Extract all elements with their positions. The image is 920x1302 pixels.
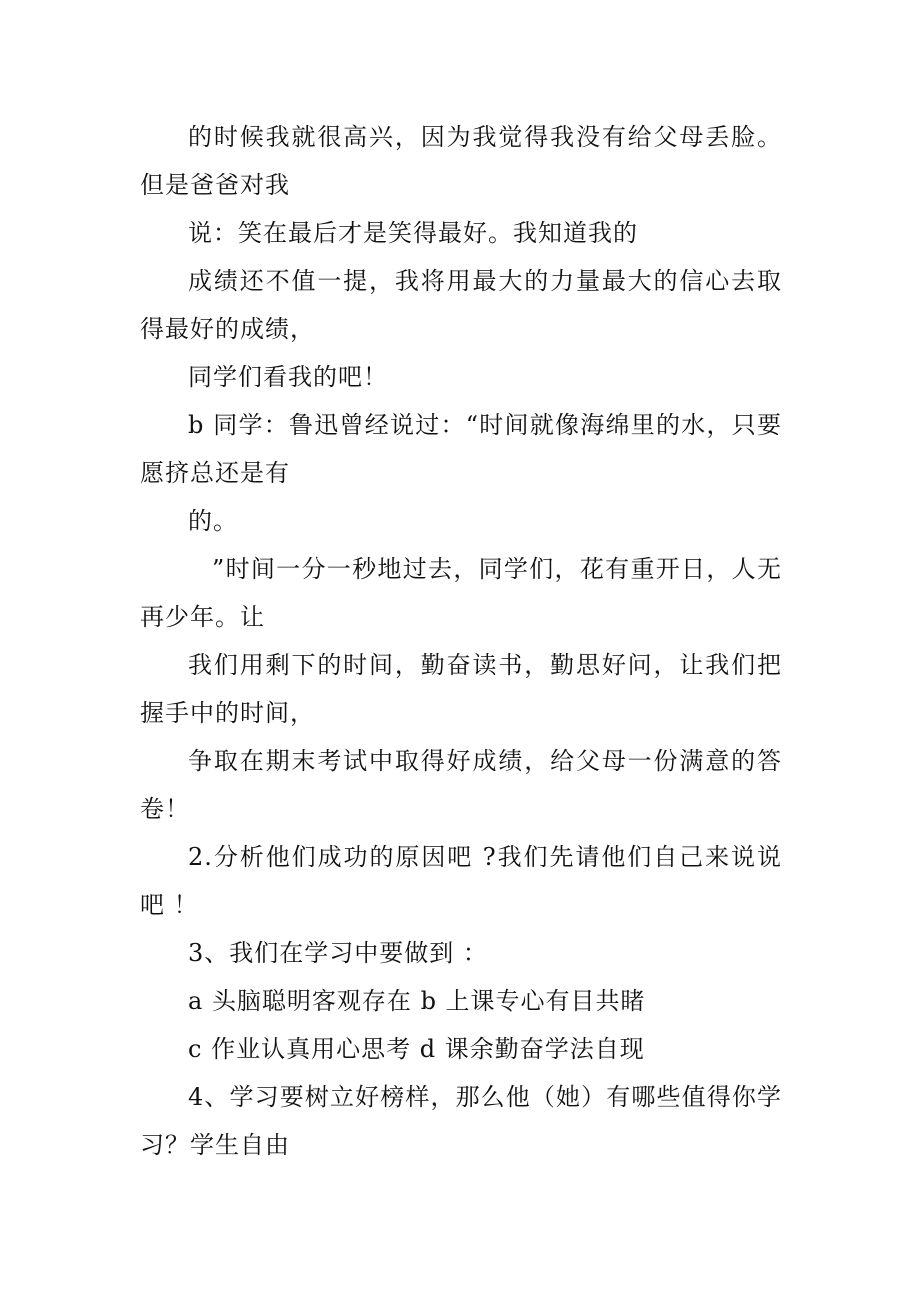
paragraph-7: ”时间一分一秒地过去，同学们，花有重开日，人无再少年。让	[140, 555, 782, 631]
paragraph-14: 4、学习要树立好榜样，那么他（她）有哪些值得你学习？学生自由	[140, 1083, 782, 1159]
paragraph-10: 2.分析他们成功的原因吧 ?我们先请他们自己来说说吧 ！	[140, 843, 782, 919]
paragraph-6: 的。	[188, 507, 238, 535]
paragraph-1: 的时候我就很高兴，因为我觉得我没有给父母丢脸。但是爸爸对我	[140, 123, 782, 199]
document-body	[140, 113, 782, 1169]
paragraph-4: 同学们看我的吧！	[188, 363, 388, 391]
paragraph-11: 3、我们在学习中要做到 ：	[188, 939, 488, 967]
paragraph-3: 成绩还不值一提，我将用最大的力量最大的信心去取得最好的成绩，	[140, 267, 782, 343]
paragraph-2: 说：笑在最后才是笑得最好。我知道我的	[188, 219, 638, 247]
paragraph-8: 我们用剩下的时间，勤奋读书，勤思好问，让我们把握手中的时间，	[140, 651, 782, 727]
paragraph-12: a 头脑聪明客观存在 b 上课专心有目共睹	[188, 987, 646, 1015]
paragraph-13: c 作业认真用心思考 d 课余勤奋学法自现	[188, 1035, 645, 1063]
paragraph-9: 争取在期末考试中取得好成绩，给父母一份满意的答卷！	[140, 747, 782, 823]
paragraph-5: b 同学：鲁迅曾经说过：“时间就像海绵里的水，只要愿挤总还是有	[140, 411, 782, 487]
